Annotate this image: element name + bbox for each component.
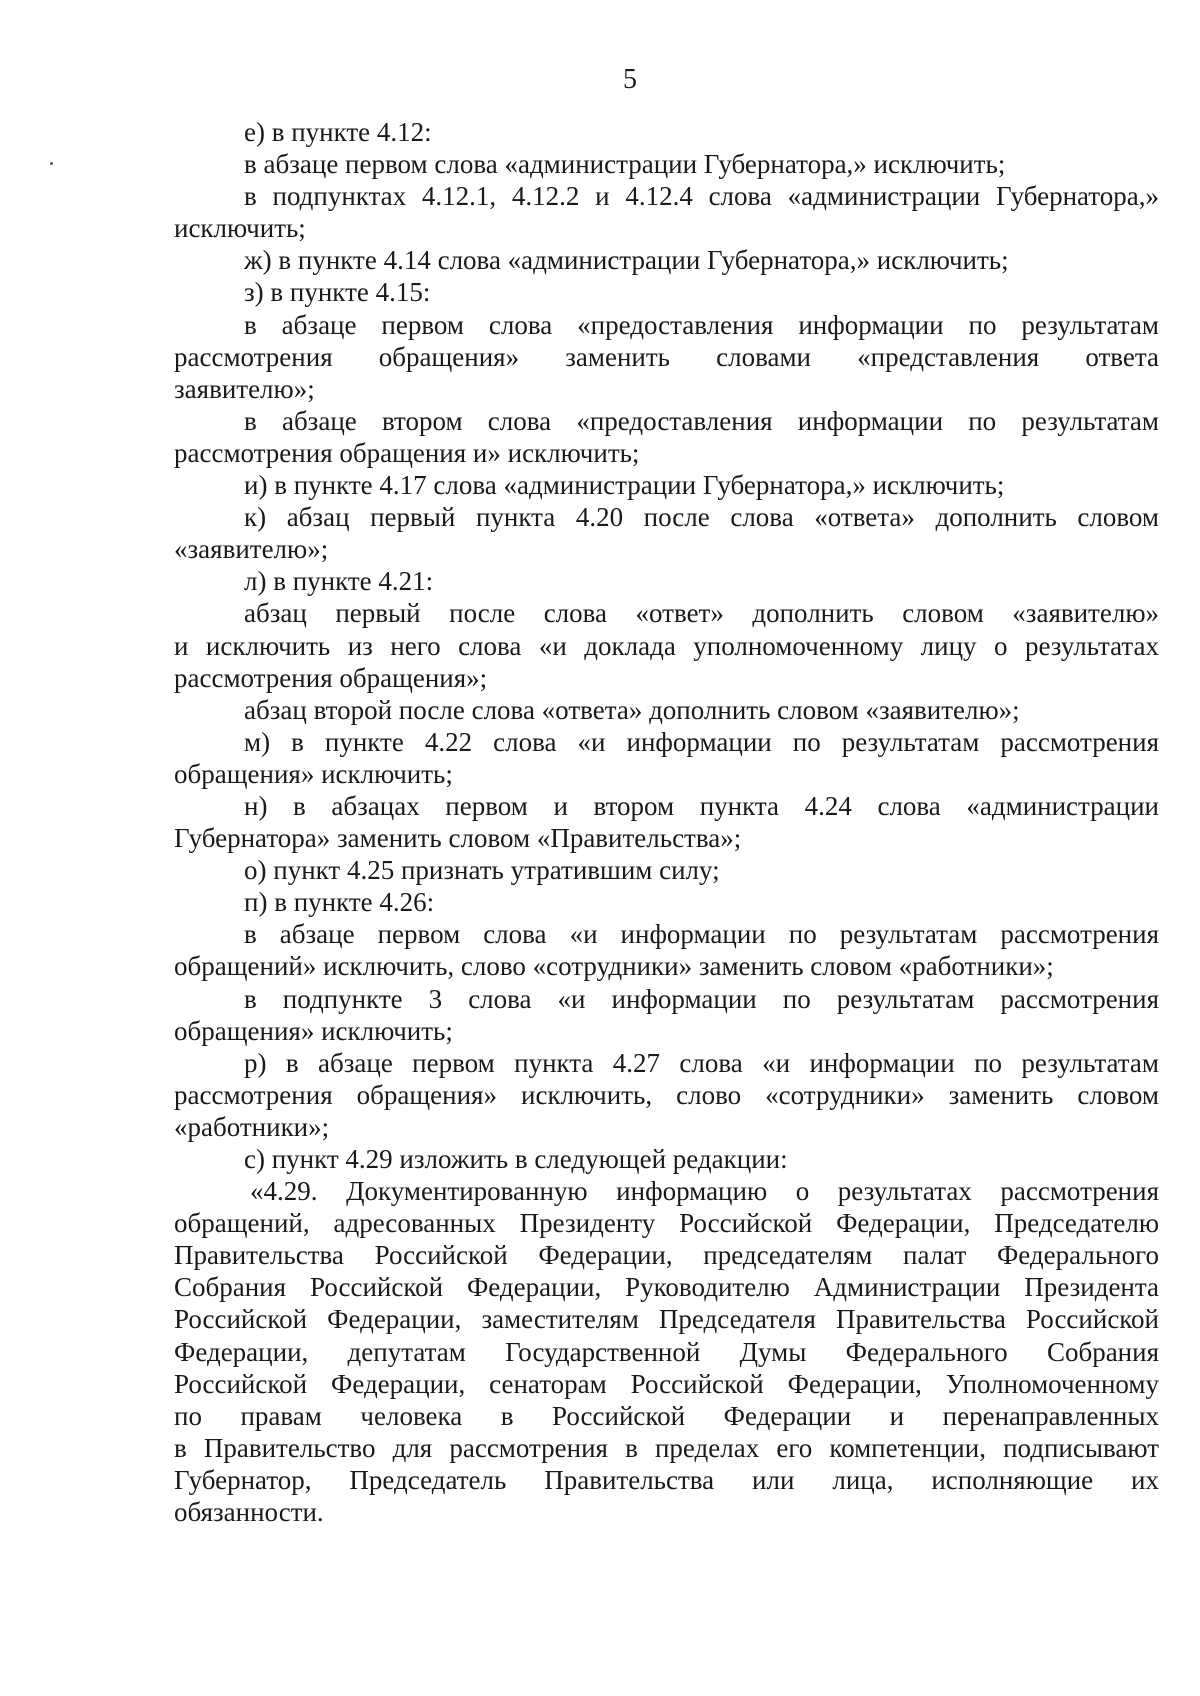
text-line: в Правительство для рассмотрения в пределах его компетенции, подписывают xyxy=(174,1432,1159,1463)
text-line: абзац второй после слова «ответа» дополнить словом «заявителю»; xyxy=(244,694,1020,725)
text-line: обращений, адресованных Президенту Российской Федерации, Председателю xyxy=(174,1208,1159,1239)
text-line: обращения» исключить; xyxy=(174,1015,453,1046)
text-line: ж) в пункте 4.14 слова «администрации Губернатора,» исключить; xyxy=(244,245,1009,276)
text-line: Губернатор, Председатель Правительства или лица, исполняющие их xyxy=(174,1464,1159,1495)
document-body xyxy=(174,116,1159,1528)
text-line: п) в пункте 4.26: xyxy=(244,887,435,918)
page-number: 5 xyxy=(623,64,637,95)
text-line: Собрания Российской Федерации, Руководителю Администрации Президента xyxy=(174,1272,1159,1303)
text-line: рассмотрения обращения»; xyxy=(174,662,488,693)
text-line: с) пункт 4.29 изложить в следующей редакции: xyxy=(244,1144,788,1174)
text-line: заявителю»; xyxy=(174,373,315,404)
text-line: р) в абзаце первом пункта 4.27 слова «и информации по результатам xyxy=(244,1047,1159,1078)
text-line: «4.29. Документированную информацию о результатах рассмотрения xyxy=(250,1176,1159,1207)
text-line: и) в пункте 4.17 слова «администрации Губернатора,» исключить; xyxy=(244,470,1005,501)
text-line: л) в пункте 4.21: xyxy=(244,566,434,597)
text-line: рассмотрения обращения» исключить, слово «сотрудники» заменить словом xyxy=(174,1079,1159,1110)
text-line: в абзаце первом слова «администрации Губернатора,» исключить; xyxy=(244,149,1006,180)
text-line: по правам человека в Российской Федерации и перенаправленных xyxy=(174,1400,1159,1431)
text-line: н) в абзацах первом и втором пункта 4.24 слова «администрации xyxy=(244,790,1159,821)
text-line: исключить; xyxy=(174,213,306,244)
text-line: «работники»; xyxy=(174,1111,330,1142)
text-line: в абзаце первом слова «предоставления информации по результатам xyxy=(244,309,1159,340)
text-line: в подпунктах 4.12.1, 4.12.2 и 4.12.4 слова «администрации Губернатора,» xyxy=(244,181,1159,212)
text-line: рассмотрения обращения и» исключить; xyxy=(174,437,640,468)
text-line: Правительства Российской Федерации, председателям палат Федерального xyxy=(174,1240,1159,1271)
text-line: в подпункте 3 слова «и информации по результатам рассмотрения xyxy=(244,983,1159,1014)
text-line: обращений» исключить, слово «сотрудники» заменить словом «работники»; xyxy=(174,951,1054,982)
text-line: е) в пункте 4.12: xyxy=(244,117,432,147)
text-line: абзац первый после слова «ответ» дополнить словом «заявителю» xyxy=(244,598,1159,629)
text-line: Российской Федерации, заместителям Председателя Правительства Российской xyxy=(174,1304,1159,1335)
text-line: рассмотрения обращения» заменить словами «представления ответа xyxy=(174,341,1159,372)
text-line: в абзаце втором слова «предоставления информации по результатам xyxy=(244,405,1159,436)
text-line: Губернатора» заменить словом «Правительства»; xyxy=(174,823,742,854)
text-line: обязанности. xyxy=(174,1497,324,1528)
text-line: м) в пункте 4.22 слова «и информации по результатам рассмотрения xyxy=(244,726,1159,757)
text-line: и исключить из него слова «и доклада уполномоченному лицу о результатах xyxy=(174,630,1159,661)
text-line: о) пункт 4.25 признать утратившим силу; xyxy=(244,855,720,886)
scan-speck xyxy=(50,162,53,165)
text-line: Федерации, депутатам Государственной Думы Федерального Собрания xyxy=(174,1336,1159,1367)
text-line: в абзаце первом слова «и информации по результатам рассмотрения xyxy=(244,919,1159,950)
text-line: обращения» исключить; xyxy=(174,758,453,789)
text-line: «заявителю»; xyxy=(174,534,329,565)
text-line: к) абзац первый пункта 4.20 после слова «ответа» дополнить словом xyxy=(244,502,1159,533)
text-line: Российской Федерации, сенаторам Российской Федерации, Уполномоченному xyxy=(174,1368,1159,1399)
text-line: з) в пункте 4.15: xyxy=(244,277,431,308)
